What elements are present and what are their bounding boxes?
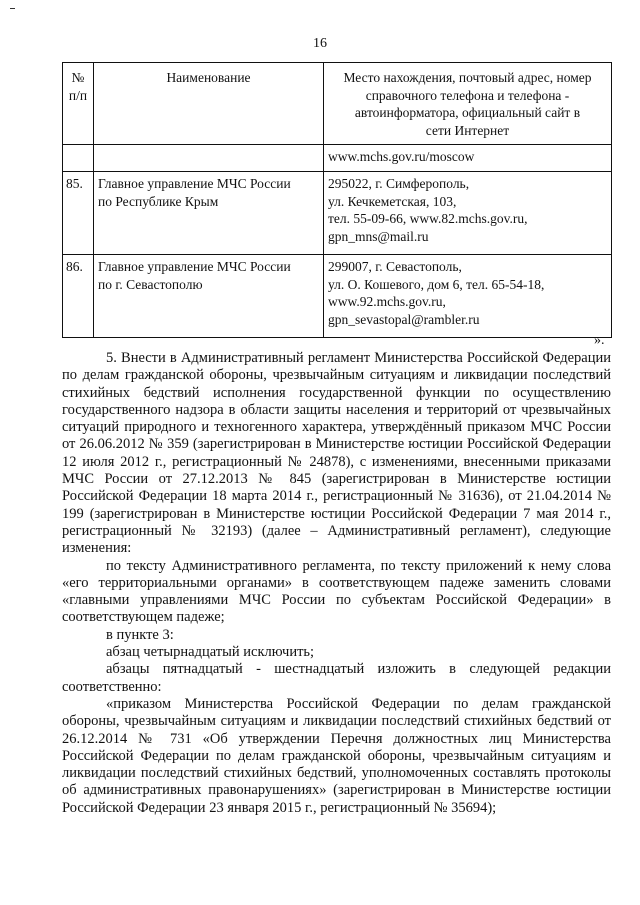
- paragraph-item-5: 5. Внести в Административный регламент Министерства Российской Федерации по делам гражданской обороны, чрезвычайным ситуациям и ликвидации последствий стихийных бедствий исполнения государственной функции по осуществлению государственного надзора в области защиты населения и территорий от чрезвычайных ситуаций природного и техногенного характера, утверждённый приказом МЧС России от 26.06.2012 № 359 (зарегистрирован в Министерстве юстиции Российской Федерации 12 июля 2012 г., регистрационный № 24878), с изменениями, внесенными приказами МЧС России от 27.12.2013 № 845 (зарегистрирован в Министерстве юстиции Российской Федерации 18 марта 2014 г., регистрационный № 31636), от 21.04.2014 № 199 (зарегистрирован в Министерстве юстиции Российской Федерации 7 мая 2014 г., регистрационный № 32193) (далее – Административный регламент), следующие изменения:: [62, 350, 611, 557]
- paragraph: по тексту Административного регламента, по тексту приложений к нему слова «его территориальными органами» в соответствующем падеже заменить словами «главными управлениями МЧС России по субъектам Российской Федерации» в соответствующем падеже;: [62, 557, 611, 626]
- table-cell-empty: [94, 145, 324, 172]
- header-name: Наименование: [94, 63, 324, 145]
- paragraph: абзац четырнадцатый исключить;: [106, 644, 315, 661]
- table-cell-name: Главное управление МЧС России по г. Севастополю: [94, 255, 324, 338]
- table-row: [63, 255, 612, 338]
- table-cell-name: Главное управление МЧС России по Республике Крым: [94, 172, 324, 255]
- table-cell-number: 86.: [63, 255, 94, 338]
- paragraph: в пункте 3:: [106, 626, 174, 643]
- table-cell-address: www.mchs.gov.ru/moscow: [324, 145, 612, 172]
- table-cell-address: 295022, г. Симферополь, ул. Кечкеметская, 103, тел. 55-09-66, www.82.mchs.gov.ru, gpn_mns@mail.ru: [324, 172, 612, 255]
- header-address: Место нахождения, почтовый адрес, номер справочного телефона и телефона - автоинформатора, официальный сайт в сети Интернет: [324, 63, 612, 145]
- header-number: № п/п: [63, 63, 94, 145]
- paragraph: абзацы пятнадцатый - шестнадцатый изложить в следующей редакции соответственно:: [62, 661, 611, 695]
- table-row: [63, 172, 612, 255]
- table-cell-address: 299007, г. Севастополь, ул. О. Кошевого, дом 6, тел. 65-54-18, www.92.mchs.gov.ru, gpn_sevastopal@rambler.ru: [324, 255, 612, 338]
- table-cell-number: 85.: [63, 172, 94, 255]
- scan-mark: [10, 8, 15, 9]
- body-text: [62, 350, 611, 817]
- table-header-row: [63, 63, 612, 145]
- table-cell-empty: [63, 145, 94, 172]
- closing-quote: ».: [594, 333, 605, 348]
- table-row-continuation: [63, 145, 612, 172]
- registry-table: [62, 62, 612, 338]
- page-number: 16: [313, 36, 327, 51]
- paragraph-quoted: «приказом Министерства Российской Федерации по делам гражданской обороны, чрезвычайным ситуациям и ликвидации последствий стихийных бедствий от 26.12.2014 № 731 «Об утверждении Перечня должностных лиц Министерства Российской Федерации по делам гражданской обороны, чрезвычайным ситуациям и ликвидации последствий стихийных бедствий, уполномоченных составлять протоколы об административных правонарушениях» (зарегистрирован в Министерстве юстиции Российской Федерации 23 января 2015 г., регистрационный № 35694);: [62, 695, 611, 816]
